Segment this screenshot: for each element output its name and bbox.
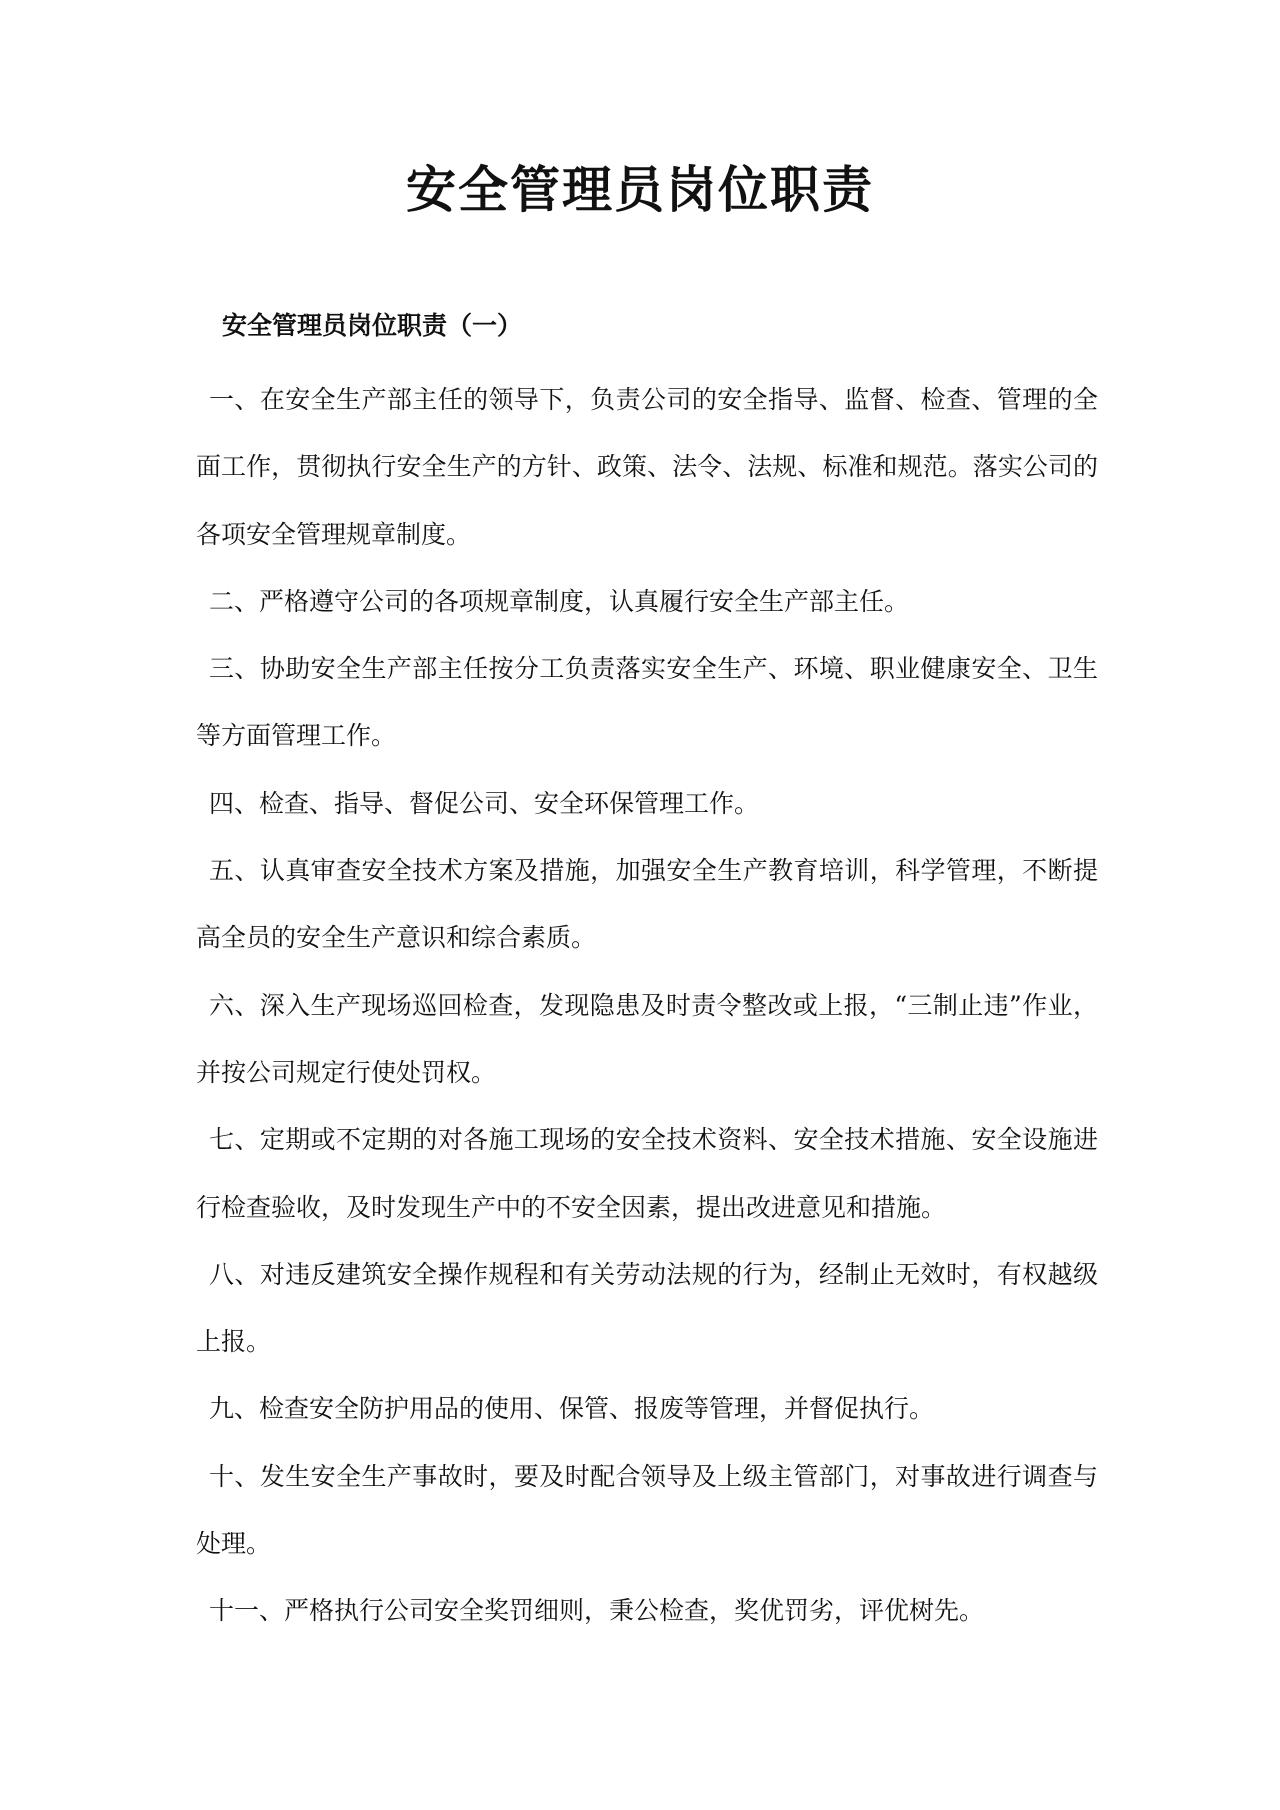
document-body (196, 366, 1098, 1645)
paragraph-3: 三、协助安全生产部主任按分工负责落实安全生产、环境、职业健康安全、卫生等方面管理工作。 (196, 654, 1098, 751)
paragraph-4: 四、检查、指导、督促公司、安全环保管理工作。 (209, 788, 760, 818)
paragraph-6: 六、深入生产现场巡回检查，发现隐患及时责令整改或上报，“三制止违”作业，并按公司规定行使处罚权。 (196, 990, 1098, 1087)
paragraph-7: 七、定期或不定期的对各施工现场的安全技术资料、安全技术措施、安全设施进行检查验收，及时发现生产中的不安全因素，提出改进意见和措施。 (196, 1125, 1098, 1222)
paragraph-10: 十、发生安全生产事故时，要及时配合领导及上级主管部门，对事故进行调查与处理。 (196, 1461, 1098, 1559)
paragraph-2: 二、严格遵守公司的各项规章制度，认真履行安全生产部主任。 (209, 586, 910, 616)
paragraph-5: 五、认真审查安全技术方案及措施，加强安全生产教育培训，科学管理，不断提高全员的安全生产意识和综合素质。 (196, 856, 1098, 953)
paragraph-9: 九、检查安全防护用品的使用、保管、报废等管理，并督促执行。 (209, 1394, 935, 1424)
paragraph-8: 八、对违反建筑安全操作规程和有关劳动法规的行为，经制止无效时，有权越级上报。 (196, 1259, 1098, 1357)
document-title: 安全管理员岗位职责 (406, 160, 874, 219)
section-subtitle: 安全管理员岗位职责（一） (222, 311, 523, 340)
paragraph-11: 十一、严格执行公司安全奖罚细则，秉公检查，奖优罚劣，评优树先。 (209, 1596, 985, 1626)
paragraph-1: 一、在安全生产部主任的领导下，负责公司的安全指导、监督、检查、管理的全面工作，贯彻执行安全生产的方针、政策、法令、法规、标准和规范。落实公司的各项安全管理规章制度。 (196, 385, 1098, 549)
